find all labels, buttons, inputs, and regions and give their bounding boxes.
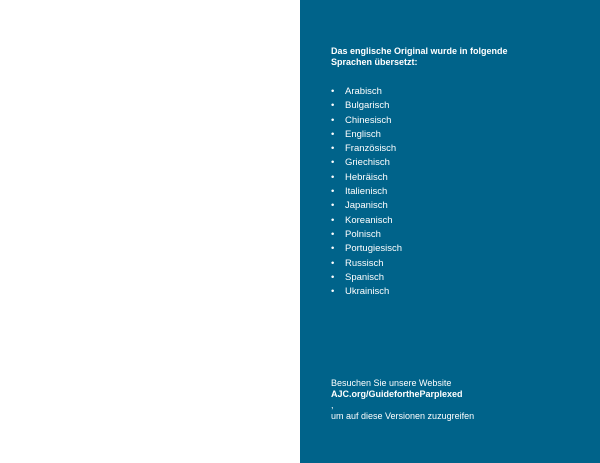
list-item bbox=[331, 228, 402, 242]
website-purpose-text: um auf diese Versionen zuzugreifen bbox=[331, 411, 475, 421]
language-label: Chinesisch bbox=[345, 114, 392, 126]
bullet-icon: • bbox=[331, 228, 335, 240]
bullet-icon: • bbox=[331, 214, 335, 226]
translations-panel bbox=[300, 0, 600, 463]
bullet-icon: • bbox=[331, 257, 335, 269]
list-item bbox=[331, 99, 402, 113]
website-intro-text: Besuchen Sie unsere Website bbox=[331, 378, 452, 388]
language-label: Spanisch bbox=[345, 271, 385, 283]
bullet-icon: • bbox=[331, 114, 335, 126]
website-link[interactable]: AJC.org/GuidefortheParplexed bbox=[331, 389, 463, 399]
list-item bbox=[331, 214, 402, 228]
bullet-icon: • bbox=[331, 100, 335, 112]
website-note bbox=[331, 378, 581, 422]
language-label: Japanisch bbox=[345, 200, 388, 212]
language-label: Hebräisch bbox=[345, 171, 388, 183]
bullet-icon: • bbox=[331, 157, 335, 169]
bullet-icon: • bbox=[331, 143, 335, 155]
intro-heading bbox=[331, 46, 571, 68]
list-item bbox=[331, 242, 402, 256]
bullet-icon: • bbox=[331, 286, 335, 298]
language-label: Französisch bbox=[345, 143, 397, 155]
list-item bbox=[331, 199, 402, 213]
list-item bbox=[331, 271, 402, 285]
list-item bbox=[331, 128, 402, 142]
language-label: Griechisch bbox=[345, 157, 390, 169]
language-label: Arabisch bbox=[345, 86, 382, 97]
bullet-icon: • bbox=[331, 200, 335, 212]
list-item bbox=[331, 114, 402, 128]
language-label: Ukrainisch bbox=[345, 286, 390, 298]
list-item bbox=[331, 171, 402, 185]
bullet-icon: • bbox=[331, 243, 335, 255]
website-url-suffix: , bbox=[331, 400, 334, 410]
bullet-icon: • bbox=[331, 171, 335, 183]
intro-line-2: Sprachen übersetzt: bbox=[331, 57, 418, 67]
language-label: Bulgarisch bbox=[345, 100, 390, 112]
intro-line-1: Das englische Original wurde in folgende bbox=[331, 46, 508, 56]
list-item bbox=[331, 142, 402, 156]
list-item bbox=[331, 85, 402, 99]
list-item bbox=[331, 285, 402, 299]
bullet-icon: • bbox=[331, 186, 335, 198]
language-label: Russisch bbox=[345, 257, 384, 269]
language-label: Koreanisch bbox=[345, 214, 393, 226]
bullet-icon: • bbox=[331, 86, 335, 97]
language-label: Italienisch bbox=[345, 186, 388, 198]
list-item bbox=[331, 185, 402, 199]
language-list bbox=[331, 85, 402, 299]
language-label: Englisch bbox=[345, 128, 381, 140]
language-label: Polnisch bbox=[345, 228, 381, 240]
website-url-line bbox=[331, 389, 581, 411]
list-item bbox=[331, 257, 402, 271]
language-label: Portugiesisch bbox=[345, 243, 403, 255]
list-item bbox=[331, 156, 402, 170]
bullet-icon: • bbox=[331, 271, 335, 283]
bullet-icon: • bbox=[331, 128, 335, 140]
